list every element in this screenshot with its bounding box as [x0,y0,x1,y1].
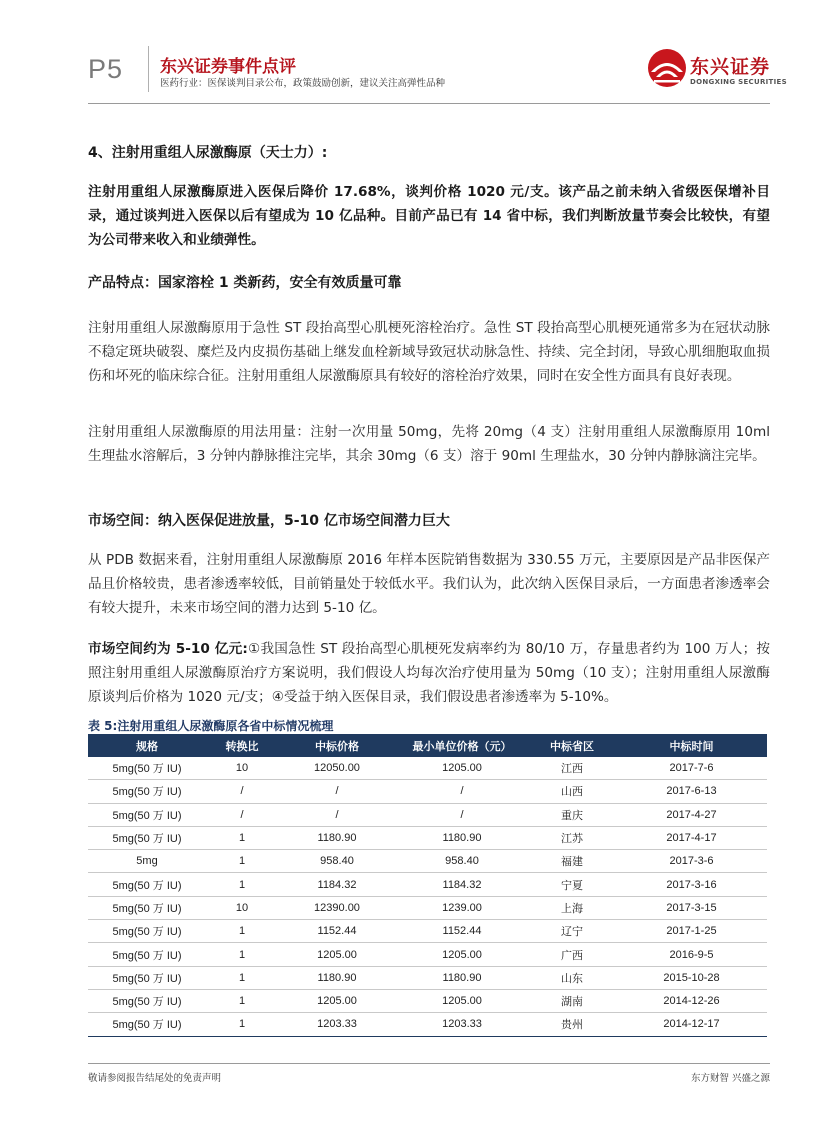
bid-table [88,734,767,1037]
table-cell: 湖南 [528,989,616,1012]
column-header: 中标价格 [278,734,396,757]
table-cell: 山东 [528,966,616,989]
table-cell: 1184.32 [396,873,528,896]
market-estimate-label: 市场空间约为 5-10 亿元: [88,641,248,657]
table-cell: 1203.33 [396,1013,528,1036]
table-cell: 5mg(50 万 IU) [88,803,206,826]
header-rule [88,103,770,104]
footer-rule [88,1063,770,1064]
table-cell: 2016-9-5 [616,943,767,966]
table-row [88,1013,767,1036]
column-header: 中标时间 [616,734,767,757]
column-header: 规格 [88,734,206,757]
table-body [88,757,767,1036]
table-cell: 1 [206,826,278,849]
table-cell: 江西 [528,757,616,780]
table-cell: 5mg(50 万 IU) [88,826,206,849]
market-estimate-text: ①我国急性 ST 段抬高型心肌梗死发病率约为 80/10 万，存量患者约为 100 万人；按照注射用重组人尿激酶原治疗方案说明，我们假设人均每次治疗使用量为 50mg（10 支）；注射用重组人尿激酶原谈判后价格为 1020 元/支；④受益于纳入医保目录，我们假设患者渗透率为 5-10%。 [88,641,771,705]
table-cell: 10 [206,757,278,780]
table-cell: 1 [206,943,278,966]
table-cell: 2017-3-6 [616,850,767,873]
table-cell: 5mg(50 万 IU) [88,966,206,989]
table-cell: 2017-4-27 [616,803,767,826]
table-cell: 上海 [528,896,616,919]
table-cell: / [206,803,278,826]
table-cell: 1203.33 [278,1013,396,1036]
report-title: 东兴证券事件点评 [160,57,296,77]
table-cell: 1184.32 [278,873,396,896]
table-row [88,826,767,849]
column-header: 最小单位价格（元） [396,734,528,757]
table-cell: / [278,780,396,803]
market-heading: 市场空间：纳入医保促进放量，5-10 亿市场空间潜力巨大 [88,513,450,529]
table-caption: 表 5:注射用重组人尿激酶原各省中标情况梳理 [88,719,334,733]
table-cell: 1180.90 [396,826,528,849]
table-cell: 1152.44 [278,920,396,943]
table-row [88,943,767,966]
table-cell: 广西 [528,943,616,966]
table-row [88,757,767,780]
header-divider [148,46,149,92]
table-cell: 2015-10-28 [616,966,767,989]
table-row [88,850,767,873]
table-cell: 贵州 [528,1013,616,1036]
table-cell: 2017-1-25 [616,920,767,943]
table-cell: 1 [206,1013,278,1036]
table-cell: / [206,780,278,803]
table-cell: 1152.44 [396,920,528,943]
summary-paragraph: 注射用重组人尿激酶原进入医保后降价 17.68%，谈判价格 1020 元/支。该产品之前未纳入省级医保增补目录，通过谈判进入医保以后有望成为 10 亿品种。目前产品已有 14 省中标，我们判断放量节奏会比较快，有望为公司带来收入和业绩弹性。 [88,184,770,248]
table-cell: 5mg(50 万 IU) [88,989,206,1012]
table-cell: / [396,780,528,803]
table-cell: 1 [206,873,278,896]
table-cell: 1 [206,920,278,943]
table-cell: 5mg(50 万 IU) [88,780,206,803]
page-header [0,0,827,110]
section-heading: 4、注射用重组人尿激酶原（天士力）: [88,145,328,161]
table-cell: 1205.00 [278,989,396,1012]
table-cell: 5mg(50 万 IU) [88,920,206,943]
table-cell: 12390.00 [278,896,396,919]
table-cell: 1205.00 [278,943,396,966]
table-cell: 5mg(50 万 IU) [88,873,206,896]
table-cell: 重庆 [528,803,616,826]
table-cell: 1180.90 [396,966,528,989]
table-cell: 2017-4-17 [616,826,767,849]
feature-heading: 产品特点：国家溶栓 1 类新药，安全有效质量可靠 [88,275,402,291]
table-cell: 5mg(50 万 IU) [88,896,206,919]
table-row [88,966,767,989]
table-row [88,803,767,826]
table-cell: 1180.90 [278,826,396,849]
column-header: 转换比 [206,734,278,757]
table-cell: 2014-12-26 [616,989,767,1012]
table-cell: 福建 [528,850,616,873]
table-row [88,920,767,943]
table-cell: 1205.00 [396,943,528,966]
table-cell: 1 [206,850,278,873]
table-cell: 10 [206,896,278,919]
page-number: P5 [88,54,124,84]
dosage-paragraph: 注射用重组人尿激酶原的用法用量：注射一次用量 50mg，先将 20mg（4 支）注射用重组人尿激酶原用 10ml 生理盐水溶解后，3 分钟内静脉推注完毕，其余 30mg（6 支）溶于 90ml 生理盐水，30 分钟内静脉滴注完毕。 [88,424,770,464]
table-cell: 江苏 [528,826,616,849]
table-row [88,873,767,896]
table-row [88,780,767,803]
table-header-row [88,734,767,757]
column-header: 中标省区 [528,734,616,757]
table-cell: 958.40 [396,850,528,873]
table-cell: 宁夏 [528,873,616,896]
table-cell: 5mg(50 万 IU) [88,757,206,780]
feature-paragraph: 注射用重组人尿激酶原用于急性 ST 段抬高型心肌梗死溶栓治疗。急性 ST 段抬高型心肌梗死通常多为在冠状动脉不稳定斑块破裂、糜烂及内皮损伤基础上继发血栓新域导致冠状动脉急性、持续、完全封闭，导致心肌细胞取血损伤和坏死的临床综合征。注射用重组人尿激酶原具有较好的溶栓治疗效果，同时在安全性方面具有良好表现。 [88,320,770,384]
table-cell: / [396,803,528,826]
logo-en-text: DONGXING SECURITIES [690,78,787,86]
table-cell: 2017-7-6 [616,757,767,780]
market-estimate-paragraph [88,637,770,709]
table-cell: 5mg(50 万 IU) [88,1013,206,1036]
table-cell: 1239.00 [396,896,528,919]
table-cell: 1205.00 [396,757,528,780]
logo-cn-text: 东兴证券 [690,56,771,78]
table-cell: 2014-12-17 [616,1013,767,1036]
table-cell: 2017-3-15 [616,896,767,919]
table-cell: 5mg(50 万 IU) [88,943,206,966]
table-cell: 辽宁 [528,920,616,943]
table-cell: 2017-6-13 [616,780,767,803]
table-cell: 958.40 [278,850,396,873]
table-cell: / [278,803,396,826]
table-cell: 1 [206,989,278,1012]
footer-slogan: 东方财智 兴盛之源 [690,1073,770,1084]
table-cell: 1180.90 [278,966,396,989]
footer-disclaimer: 敬请参阅报告结尾处的免责声明 [88,1073,222,1084]
table-cell: 5mg [88,850,206,873]
table-row [88,896,767,919]
table-cell: 1 [206,966,278,989]
table-cell: 山西 [528,780,616,803]
table-cell: 1205.00 [396,989,528,1012]
report-subtitle: 医药行业：医保谈判目录公布，政策鼓励创新，建议关注高弹性品种 [160,78,446,89]
market-paragraph: 从 PDB 数据来看，注射用重组人尿激酶原 2016 年样本医院销售数据为 330.55 万元，主要原因是产品非医保产品且价格较贵，患者渗透率较低，目前销量处于较低水平。我们认为，此次纳入医保目录后，一方面患者渗透率会有较大提升，未来市场空间的潜力达到 5-10 亿。 [88,552,770,616]
table-row [88,989,767,1012]
table-cell: 12050.00 [278,757,396,780]
table-cell: 2017-3-16 [616,873,767,896]
